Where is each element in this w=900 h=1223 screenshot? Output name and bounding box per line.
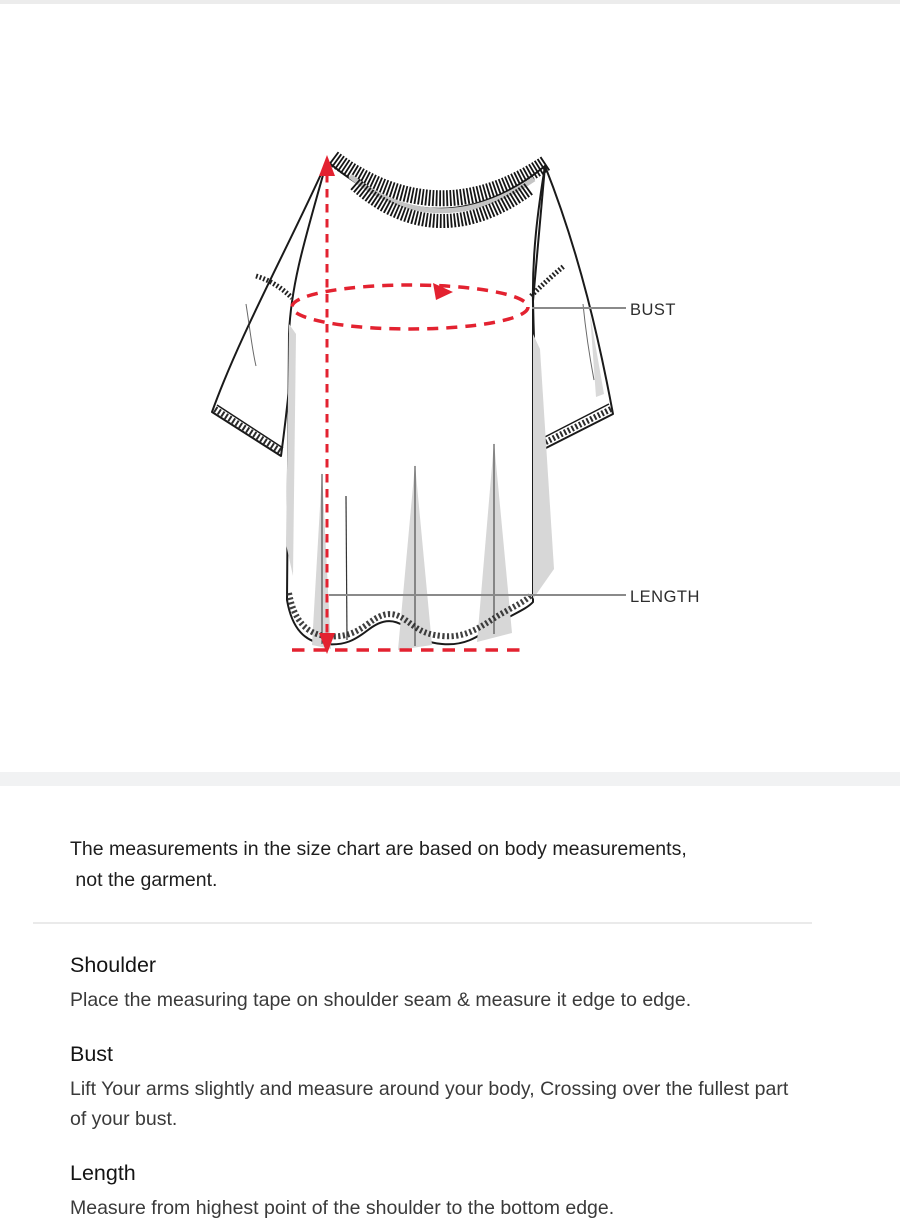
length-description: Measure from highest point of the shoulder to the bottom edge. (70, 1197, 615, 1219)
tshirt-measurement-illustration (0, 4, 900, 772)
length-section (70, 1161, 820, 1223)
bust-description: Lift Your arms slightly and measure around your body, Crossing over the fullest part of your bust. (70, 1078, 789, 1130)
size-chart-note (70, 834, 820, 896)
section-divider-band (0, 772, 900, 786)
length-heading: Length (70, 1161, 136, 1185)
bust-label: BUST (630, 301, 677, 319)
note-line-2: not the garment. (70, 869, 218, 891)
shoulder-section (70, 953, 820, 1015)
length-label: LENGTH (630, 588, 700, 606)
measurement-instructions (0, 924, 900, 1223)
shoulder-heading: Shoulder (70, 953, 157, 977)
bust-section (70, 1042, 820, 1134)
note-line-1: The measurements in the size chart are based on body measurements, (70, 838, 687, 860)
size-guide-diagram (0, 4, 900, 772)
shoulder-description: Place the measuring tape on shoulder seam & measure it edge to edge. (70, 989, 692, 1011)
bust-heading: Bust (70, 1042, 114, 1066)
